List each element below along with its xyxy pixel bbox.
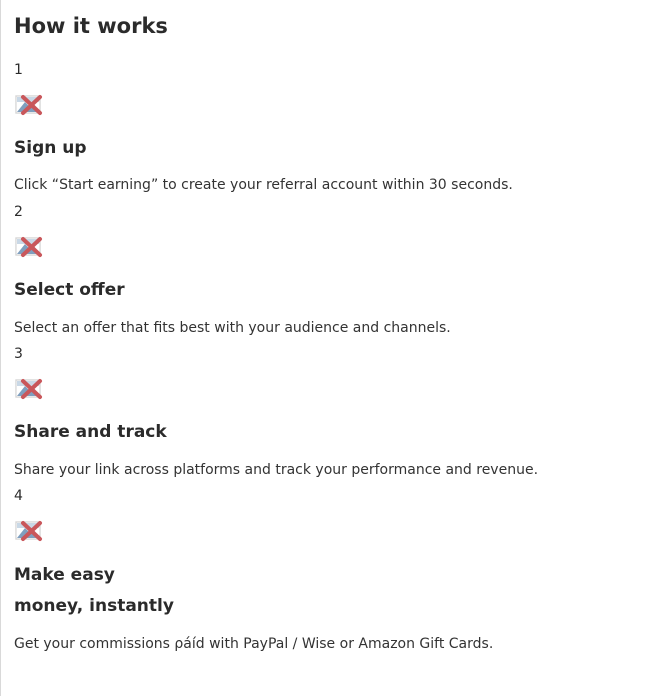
step-description: Share your link across platforms and track your performance and revenue.: [14, 462, 539, 478]
broken-image-icon: [14, 228, 48, 260]
step-number: 1: [14, 62, 23, 78]
step-heading: [14, 560, 174, 622]
broken-image-icon: [14, 512, 48, 544]
step-heading: [14, 275, 125, 306]
broken-image-icon: [14, 370, 48, 402]
broken-image-icon: [14, 86, 48, 118]
step-number: 2: [14, 204, 23, 220]
step-heading-line: Select offer: [14, 280, 125, 300]
section-title: How it works: [14, 14, 168, 38]
step-heading-line: Share and track: [14, 422, 167, 442]
step-heading: [14, 417, 167, 448]
page-left-border: [0, 0, 1, 696]
step-number: 4: [14, 488, 23, 504]
step-heading: [14, 133, 87, 164]
step-description: Click “Start earning” to create your referral account within 30 seconds.: [14, 177, 513, 193]
step-heading-line: Sign up: [14, 138, 87, 158]
step-description: Get your commissions ρáíd with PayPal / Wise or Amazon Gift Cards.: [14, 636, 494, 652]
step-number: 3: [14, 346, 23, 362]
step-description: Select an offer that fits best with your audience and channels.: [14, 320, 451, 336]
step-heading-line: money, instantly: [14, 596, 174, 616]
step-heading-line: Make easy: [14, 565, 115, 585]
